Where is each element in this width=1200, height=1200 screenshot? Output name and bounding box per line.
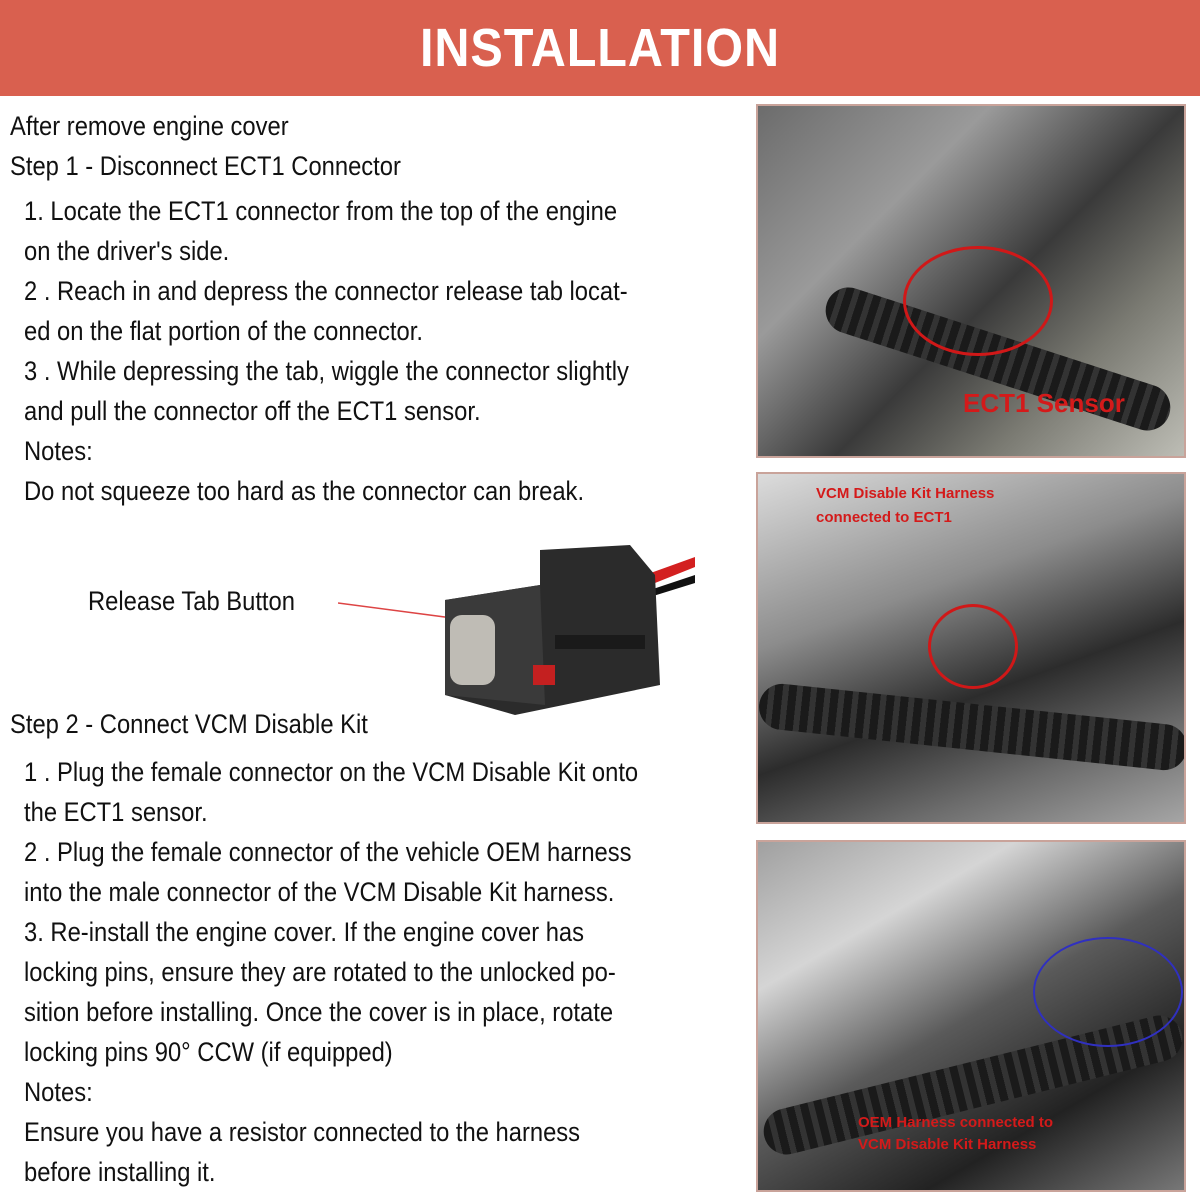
caption-line: OEM Harness connected to <box>858 1114 1054 1131</box>
instruction-line: ed on the flat portion of the connector. <box>24 316 423 346</box>
instruction-line: 2 . Plug the female connector of the vehicle OEM harness <box>24 837 632 867</box>
caption-line: connected to ECT1 <box>816 509 952 526</box>
instruction-line: on the driver's side. <box>24 236 230 266</box>
instruction-line: and pull the connector off the ECT1 sensor. <box>24 396 481 426</box>
instruction-line: 2 . Reach in and depress the connector release tab locat- <box>24 276 628 306</box>
release-tab-label: Release Tab Button <box>88 586 295 616</box>
intro-text: After remove engine cover <box>10 111 289 141</box>
step2-title: Step 2 - Connect VCM Disable Kit <box>10 709 368 739</box>
instruction-line: locking pins, ensure they are rotated to the unlocked po- <box>24 957 616 987</box>
photo-caption: ECT1 Sensor <box>963 388 1125 418</box>
instruction-line: 1 . Plug the female connector on the VCM Disable Kit onto <box>24 757 639 787</box>
instruction-line: the ECT1 sensor. <box>24 797 208 827</box>
instruction-line: before installing it. <box>24 1157 216 1187</box>
instruction-line: 3 . While depressing the tab, wiggle the connector slightly <box>24 356 629 386</box>
header-banner <box>0 0 1200 96</box>
photo-ect1-sensor <box>756 104 1186 458</box>
instruction-line: locking pins 90° CCW (if equipped) <box>24 1037 393 1067</box>
photo-caption <box>816 482 994 530</box>
instruction-line: 1. Locate the ECT1 connector from the top of the engine <box>24 196 618 226</box>
caption-line: VCM Disable Kit Harness <box>816 485 995 502</box>
instruction-line: sition before installing. Once the cover is in place, rotate <box>24 997 614 1027</box>
instruction-line: Ensure you have a resistor connected to the harness <box>24 1117 581 1147</box>
photo-oem-harness-connected <box>756 840 1186 1192</box>
photo-kit-connected <box>756 472 1186 824</box>
instruction-line: 3. Re-install the engine cover. If the engine cover has <box>24 917 585 947</box>
instruction-line: Do not squeeze too hard as the connector can break. <box>24 476 585 506</box>
page-title: INSTALLATION <box>420 18 780 78</box>
instruction-line: into the male connector of the VCM Disable Kit harness. <box>24 877 615 907</box>
instruction-line: Notes: <box>24 436 93 466</box>
photo-caption <box>858 1112 1053 1156</box>
connector-illustration <box>445 545 695 720</box>
caption-line: VCM Disable Kit Harness <box>858 1136 1037 1153</box>
instruction-line: Notes: <box>24 1077 93 1107</box>
step1-title: Step 1 - Disconnect ECT1 Connector <box>10 151 401 181</box>
